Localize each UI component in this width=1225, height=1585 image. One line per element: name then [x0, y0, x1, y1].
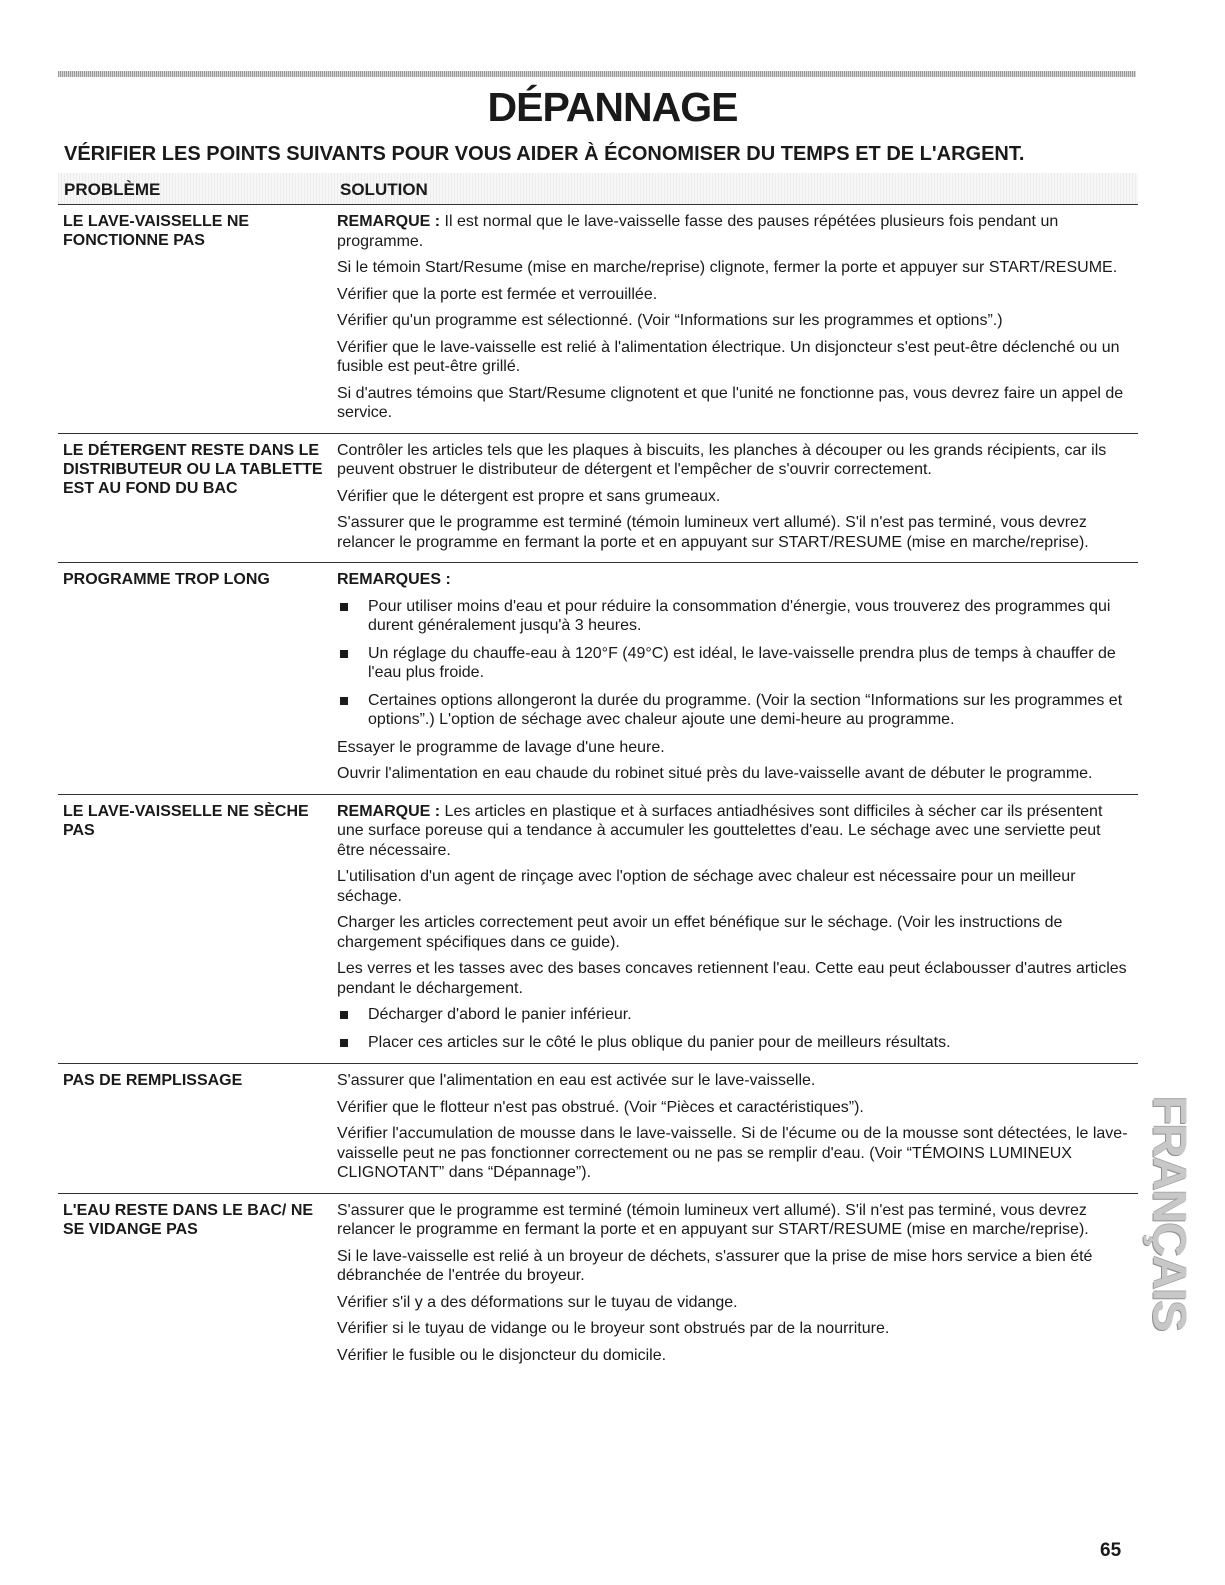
note-label: REMARQUE :	[337, 802, 441, 820]
list-item: Placer ces articles sur le côté le plus oblique du panier pour de meilleurs résultats.	[337, 1033, 1130, 1053]
problem-cell: LE LAVE-VAISSELLE NE SÈCHE PAS	[63, 802, 309, 839]
troubleshooting-table	[58, 205, 1138, 1375]
list-item: Un réglage du chauffe-eau à 120°F (49°C) est idéal, le lave-vaisselle prendra plus de temps à chauffer de l'eau plus froide.	[337, 644, 1130, 683]
solution-paragraph: Vérifier qu'un programme est sélectionné. (Voir “Informations sur les programmes et options”.)	[337, 312, 1003, 329]
page-title: DÉPANNAGE	[487, 84, 738, 130]
column-header-problem: PROBLÈME	[64, 180, 161, 199]
language-side-tab-label: FRANÇAIS	[1143, 1095, 1197, 1331]
table-row	[58, 563, 1138, 795]
table-header	[58, 173, 1138, 205]
solution-paragraph: Les verres et les tasses avec des bases concaves retiennent l'eau. Cette eau peut éclabousser d'autres articles pendant le déchargement.	[337, 960, 1127, 997]
notes-label: REMARQUES :	[337, 571, 451, 588]
solution-paragraph: Si d'autres témoins que Start/Resume clignotent et que l'unité ne fonctionne pas, vous devrez faire un appel de service.	[337, 384, 1124, 421]
table-row	[58, 1194, 1138, 1376]
table-row	[58, 434, 1138, 564]
solution-paragraph: Vérifier le fusible ou le disjoncteur du domicile.	[337, 1346, 667, 1364]
column-header-solution: SOLUTION	[340, 180, 428, 199]
solution-paragraph: S'assurer que le programme est terminé (témoin lumineux vert allumé). S'il n'est pas terminé, vous devrez relancer le programme en fermant la porte et en appuyant sur START/RESUME (mise en marche/reprise).	[337, 1201, 1089, 1238]
solution-paragraph: Essayer le programme de lavage d'une heure.	[337, 738, 665, 756]
language-side-tab	[1140, 1078, 1200, 1348]
table-row	[58, 1064, 1138, 1194]
solution-paragraph: Vérifier que le lave-vaisselle est relié à l'alimentation électrique. Un disjoncteur s'est peut-être déclenché ou un fusible est peut-être grillé.	[337, 338, 1120, 375]
problem-cell: PROGRAMME TROP LONG	[63, 571, 270, 588]
note-text: Il est normal que le lave-vaisselle fasse des pauses répétées plusieurs fois pendant un programme.	[337, 213, 1059, 250]
note-paragraph	[337, 212, 1130, 251]
solution-paragraph: S'assurer que l'alimentation en eau est activée sur le lave-vaisselle.	[337, 1072, 816, 1089]
solution-paragraph: Si le témoin Start/Resume (mise en marche/reprise) clignote, fermer la porte et appuyer sur START/RESUME.	[337, 259, 1118, 276]
list-item: Décharger d'abord le panier inférieur.	[337, 1005, 1130, 1025]
list-item: Pour utiliser moins d'eau et pour réduire la consommation d'énergie, vous trouverez des programmes qui durent généralement jusqu'à 3 heures.	[337, 597, 1130, 636]
solution-paragraph: Vérifier s'il y a des déformations sur le tuyau de vidange.	[337, 1293, 738, 1311]
page-number: 65	[1100, 1540, 1122, 1561]
problem-cell: LE DÉTERGENT RESTE DANS LE DISTRIBUTEUR OU LA TABLETTE EST AU FOND DU BAC	[63, 441, 323, 497]
solution-paragraph: Vérifier si le tuyau de vidange ou le broyeur sont obstrués par de la nourriture.	[337, 1320, 890, 1337]
problem-cell: L'EAU RESTE DANS LE BAC/ NE SE VIDANGE PAS	[63, 1201, 314, 1238]
table-row	[58, 795, 1138, 1065]
problem-cell: LE LAVE-VAISSELLE NE FONCTIONNE PAS	[63, 213, 250, 249]
solution-paragraph: Ouvrir l'alimentation en eau chaude du robinet situé près du lave-vaisselle avant de débuter le programme.	[337, 765, 1093, 782]
solution-paragraph: S'assurer que le programme est terminé (témoin lumineux vert allumé). S'il n'est pas terminé, vous devrez relancer le programme en fermant la porte et en appuyant sur START/RESUME (mise en marche/reprise).	[337, 514, 1089, 551]
problem-cell: PAS DE REMPLISSAGE	[63, 1072, 243, 1089]
solution-paragraph: Vérifier que le flotteur n'est pas obstrué. (Voir “Pièces et caractéristiques”).	[337, 1098, 864, 1116]
table-row	[58, 205, 1138, 434]
solution-cell	[334, 802, 1130, 1061]
solution-paragraph: Vérifier que le détergent est propre et sans grumeaux.	[337, 487, 721, 505]
solution-cell	[334, 570, 1130, 791]
bullet-list	[337, 597, 1130, 730]
solution-paragraph: L'utilisation d'un agent de rinçage avec l'option de séchage avec chaleur est nécessaire pour un meilleur séchage.	[337, 868, 1076, 905]
solution-paragraph: Vérifier que la porte est fermée et verrouillée.	[337, 285, 658, 303]
solution-paragraph: Contrôler les articles tels que les plaques à biscuits, les planches à découper ou les grands récipients, car ils peuvent obstruer le distributeur de détergent et l'empêcher de s'ouvrir correctement.	[337, 441, 1107, 478]
note-label: REMARQUE :	[337, 213, 441, 230]
bullet-list	[337, 1005, 1130, 1052]
solution-cell	[334, 1201, 1130, 1373]
page-subtitle: VÉRIFIER LES POINTS SUIVANTS POUR VOUS AIDER À ÉCONOMISER DU TEMPS ET DE L'ARGENT.	[64, 143, 1025, 165]
solution-cell	[334, 212, 1130, 430]
list-item: Certaines options allongeront la durée du programme. (Voir la section “Informations sur les programmes et options”.) L'option de séchage avec chaleur ajoute une demi-heure au programme.	[337, 691, 1130, 730]
note-text: Les articles en plastique et à surfaces antiadhésives sont difficiles à sécher car ils présentent une surface poreuse qui a tendance à accumuler les gouttelettes d'eau. Le séchage avec une serviette peut être nécessaire.	[337, 802, 1103, 859]
top-decorative-rule	[58, 71, 1136, 77]
solution-cell	[334, 441, 1130, 560]
solution-cell	[334, 1071, 1130, 1190]
solution-paragraph: Charger les articles correctement peut avoir un effet bénéfique sur le séchage. (Voir les instructions de chargement spécifiques dans ce guide).	[337, 914, 1063, 951]
note-paragraph	[337, 802, 1130, 861]
solution-paragraph: Vérifier l'accumulation de mousse dans le lave-vaisselle. Si de l'écume ou de la mousse sont détectées, le lave-vaisselle peut ne pas fonctionner correctement ou ne pas se remplir d'eau. (Voir “TÉMOINS LUMINEUX CLIGNOTANT” dans “Dépannage”).	[337, 1125, 1128, 1181]
solution-paragraph: Si le lave-vaisselle est relié à un broyeur de déchets, s'assurer que la prise de mise hors service a bien été débranchée de l'entrée du broyeur.	[337, 1247, 1093, 1284]
